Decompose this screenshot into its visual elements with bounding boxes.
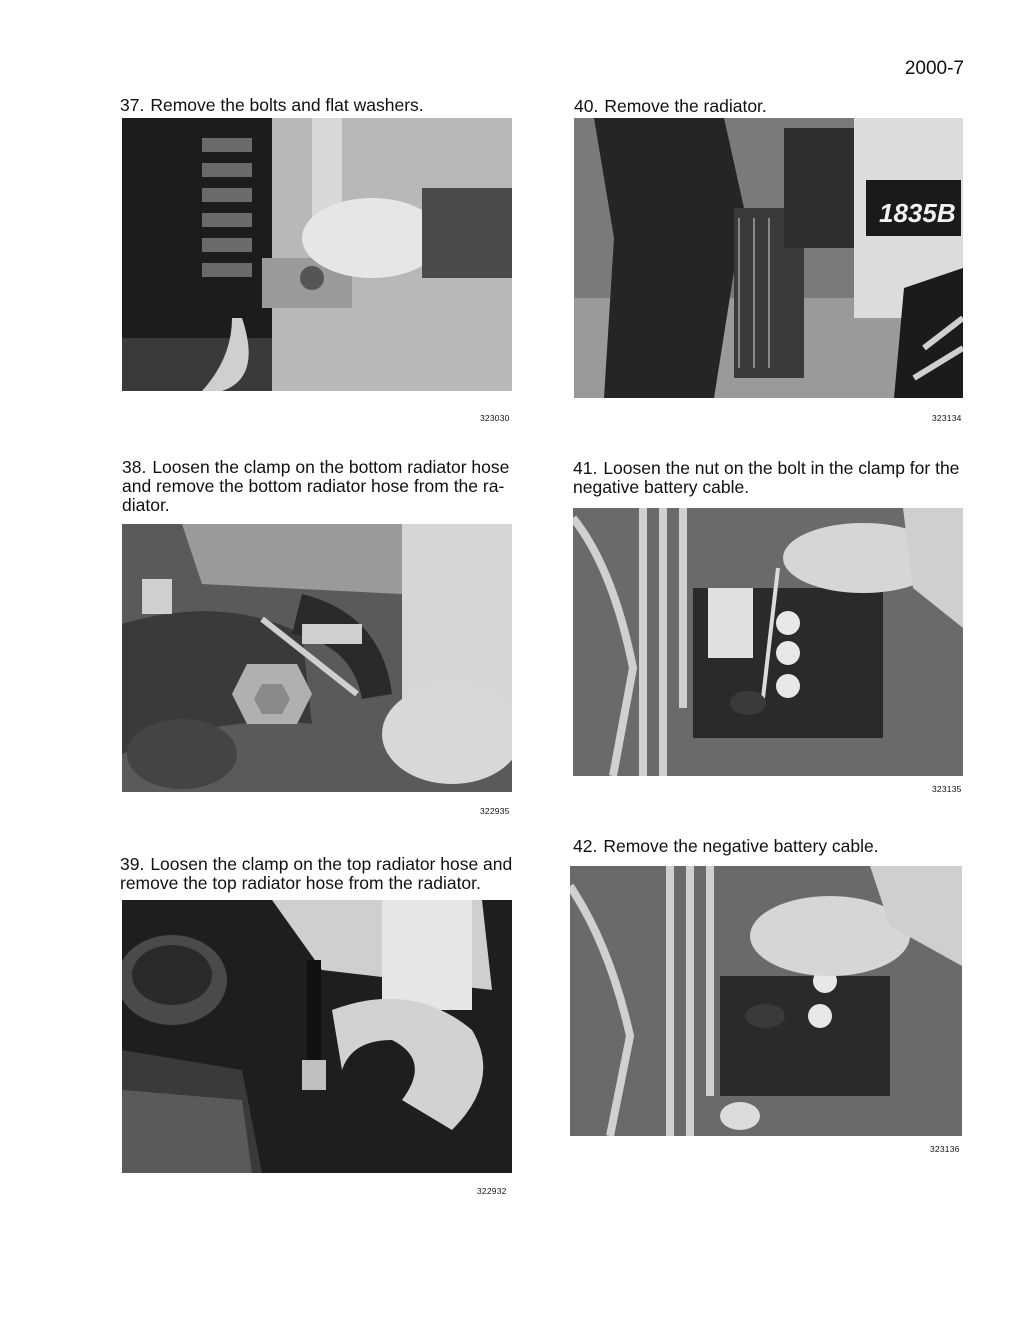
step-41-photo bbox=[573, 508, 963, 776]
step-42-photo bbox=[570, 866, 962, 1136]
step-number: 37. bbox=[120, 95, 145, 115]
photo-id: 323136 bbox=[930, 1144, 960, 1154]
step-39-photo bbox=[122, 900, 512, 1173]
step-text: Loosen the nut on the bolt in the clamp for the negative battery cable. bbox=[573, 458, 960, 497]
step-number: 38. bbox=[122, 457, 147, 477]
photo-id: 323030 bbox=[480, 413, 510, 423]
step-37-photo bbox=[122, 118, 512, 391]
step-text: Loosen the clamp on the top radiator hose and remove the top radiator hose from the radiator. bbox=[120, 854, 513, 893]
step-number: 39. bbox=[120, 854, 145, 874]
page-number: 2000-7 bbox=[904, 58, 964, 79]
step-text: Remove the negative battery cable. bbox=[603, 836, 879, 856]
step-40-caption bbox=[574, 97, 974, 116]
step-39-caption bbox=[120, 855, 515, 893]
step-text: Remove the radiator. bbox=[604, 96, 767, 116]
loader-model-label: 1835B bbox=[879, 198, 956, 228]
step-text: Loosen the clamp on the bottom radiator hose and remove the bottom radiator hose from the ra-diator. bbox=[122, 457, 510, 515]
photo-id: 322935 bbox=[480, 806, 510, 816]
step-number: 40. bbox=[574, 96, 599, 116]
step-number: 41. bbox=[573, 458, 598, 478]
step-38-caption bbox=[122, 458, 514, 515]
step-40-photo bbox=[574, 118, 963, 398]
photo-id: 322932 bbox=[477, 1186, 507, 1196]
photo-id: 323134 bbox=[932, 413, 962, 423]
step-37-caption bbox=[120, 96, 520, 115]
step-42-caption bbox=[573, 837, 968, 856]
step-38-photo bbox=[122, 524, 512, 792]
step-41-caption bbox=[573, 459, 968, 497]
step-text: Remove the bolts and flat washers. bbox=[150, 95, 424, 115]
photo-id: 323135 bbox=[932, 784, 962, 794]
step-number: 42. bbox=[573, 836, 598, 856]
